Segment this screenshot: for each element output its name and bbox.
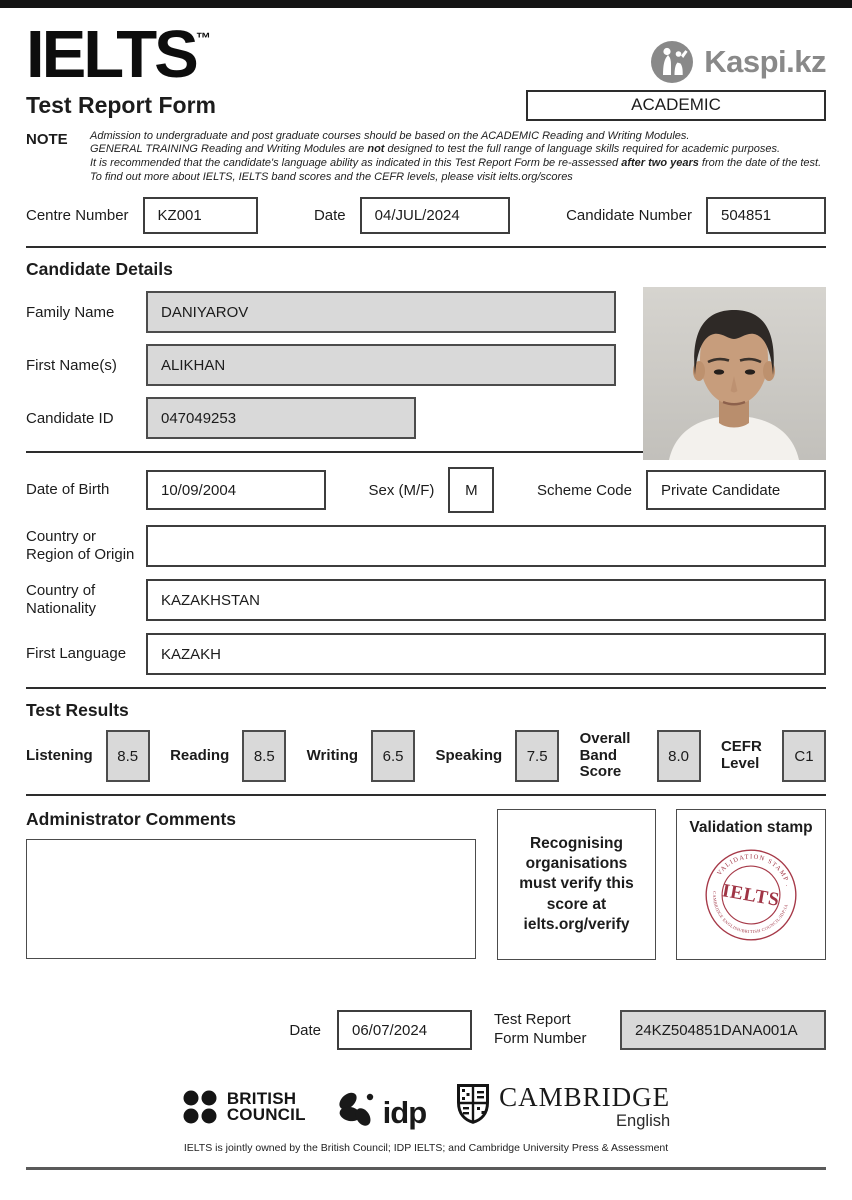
speaking-label: Speaking <box>435 746 503 764</box>
note-text <box>90 130 821 185</box>
note-line: It is recommended that the candidate's language ability as indicated in this Test Report Form be re-assessed after two years from the date of the test. <box>90 157 822 170</box>
bottom-divider <box>26 1167 826 1170</box>
scheme-code-value: Private Candidate <box>661 481 781 499</box>
title-row <box>26 90 826 121</box>
idp-logo <box>336 1088 427 1130</box>
section-divider <box>26 246 826 248</box>
nationality-field <box>26 579 826 621</box>
module-badge <box>526 90 826 121</box>
origin-label: Country or Region of Origin <box>26 528 135 564</box>
british-council-dots-icon <box>182 1089 218 1125</box>
test-date-field <box>314 197 510 234</box>
note-line: GENERAL TRAINING Reading and Writing Modules are not designed to test the full range of language skills required for academic purposes. <box>90 143 781 156</box>
cefr-level <box>721 730 826 782</box>
issue-date-value: 06/07/2024 <box>352 1021 428 1039</box>
candidate-details-section <box>26 259 826 439</box>
family-name-label: Family Name <box>26 303 115 321</box>
sex-label: Sex (M/F) <box>368 481 435 499</box>
overall-band-score-box <box>657 730 701 782</box>
ielts-logo-text: IELTS <box>26 17 196 92</box>
cefr-level-label: CEFR Level <box>720 738 762 773</box>
first-name-value: ALIKHAN <box>161 356 226 374</box>
kaspi-logo <box>650 40 826 84</box>
note-label: NOTE <box>26 130 68 148</box>
first-language-label: First Language <box>26 645 127 663</box>
speaking-score <box>435 730 559 782</box>
centre-number-label: Centre Number <box>26 207 129 225</box>
centre-number-value-box <box>143 197 258 234</box>
dob-sex-scheme-row <box>26 467 826 513</box>
form-number-label: Test Report Form Number <box>494 1011 587 1048</box>
reading-label: Reading <box>170 746 230 764</box>
date-of-birth-value-box <box>146 470 326 510</box>
writing-value: 6.5 <box>382 747 404 765</box>
verification-notice-text: Recognising organisations must verify this score at ielts.org/verify <box>519 835 634 933</box>
stamp-top-text: VALIDATION STAMP . <box>715 853 792 888</box>
listening-score-box <box>106 730 150 782</box>
test-date-value-box <box>360 197 510 234</box>
overall-band-value: 8.0 <box>668 747 689 765</box>
validation-stamp-icon <box>693 838 809 952</box>
centre-number-field <box>26 197 258 234</box>
first-language-value: KAZAKH <box>161 645 222 663</box>
test-results-section <box>26 700 826 782</box>
ownership-statement: IELTS is jointly owned by the British Council; IDP IELTS; and Cambridge University Press & Assessment <box>183 1142 669 1155</box>
administrator-comments-heading: Administrator Comments <box>26 809 237 830</box>
scheme-code-value-box <box>646 470 826 510</box>
test-results-heading: Test Results <box>26 700 129 721</box>
partner-logos <box>26 1083 826 1131</box>
sex-value-box <box>448 467 494 513</box>
reading-value: 8.5 <box>253 747 275 765</box>
candidate-photo <box>643 287 826 460</box>
form-number-value: 24KZ504851DANA001A <box>635 1021 798 1039</box>
origin-field <box>26 525 826 567</box>
first-language-value-box <box>146 633 826 675</box>
speaking-score-box <box>515 730 559 782</box>
kaspi-brand-text: Kaspi.kz <box>704 44 826 79</box>
issue-date-label: Date <box>289 1021 321 1039</box>
cambridge-line2: English <box>616 1112 671 1131</box>
page-content <box>0 17 852 1170</box>
overall-band-label: Overall Band Score <box>579 729 631 781</box>
british-council-text <box>227 1091 306 1123</box>
cambridge-logo <box>456 1083 670 1131</box>
note-line: To find out more about IELTS, IELTS band scores and the CEFR levels, please visit ielts.org/scores <box>90 171 573 184</box>
nationality-label: Country of Nationality <box>26 582 97 618</box>
speaking-value: 7.5 <box>526 747 548 765</box>
validation-stamp-box <box>676 809 826 960</box>
test-results-row <box>26 730 826 782</box>
cambridge-line1: CAMBRIDGE <box>499 1082 671 1113</box>
first-name-value-box <box>146 344 616 386</box>
writing-score <box>307 730 415 782</box>
ielts-logo <box>26 17 211 92</box>
personal-info-section <box>26 467 826 675</box>
idp-text: idp <box>382 1094 427 1130</box>
date-of-birth-field <box>26 470 326 510</box>
cambridge-text <box>499 1083 670 1131</box>
origin-value-box <box>146 525 826 567</box>
reading-score <box>170 730 286 782</box>
family-name-value-box <box>146 291 616 333</box>
centre-number-value: KZ001 <box>157 207 202 225</box>
issue-date-value-box <box>337 1010 472 1050</box>
family-name-value: DANIYAROV <box>161 303 249 321</box>
scheme-code-field <box>537 470 826 510</box>
candidate-id-value: 047049253 <box>161 409 237 427</box>
section-divider <box>26 794 826 796</box>
trademark-symbol: ™ <box>195 30 211 47</box>
british-council-line1: BRITISH <box>226 1089 297 1109</box>
nationality-value: KAZAKHSTAN <box>161 591 260 609</box>
test-date-label: Date <box>313 207 346 225</box>
british-council-line2: COUNCIL <box>226 1105 306 1125</box>
candidate-details-heading: Candidate Details <box>26 259 173 280</box>
administrator-comments-block <box>26 809 476 959</box>
test-date-value: 04/JUL/2024 <box>374 207 460 225</box>
header <box>26 17 826 92</box>
first-name-label: First Name(s) <box>26 356 117 374</box>
sex-value: M <box>465 481 478 499</box>
page-title: Test Report Form <box>26 91 216 118</box>
scheme-code-label: Scheme Code <box>536 481 632 499</box>
cefr-level-value: C1 <box>794 747 814 765</box>
top-border-bar <box>0 0 852 8</box>
section-divider <box>26 687 826 689</box>
reading-score-box <box>242 730 286 782</box>
candidate-number-field <box>566 197 826 234</box>
idp-petals-icon <box>336 1088 378 1126</box>
meta-row <box>26 197 826 234</box>
administrator-comments-box <box>26 839 476 959</box>
listening-label: Listening <box>26 746 93 764</box>
candidate-id-value-box <box>146 397 416 439</box>
cefr-level-box <box>782 730 826 782</box>
candidate-id-label: Candidate ID <box>26 409 114 427</box>
british-council-logo <box>182 1089 306 1125</box>
kaspi-icon <box>650 40 694 84</box>
listening-score <box>26 730 150 782</box>
first-language-field <box>26 633 826 675</box>
validation-stamp-heading: Validation stamp <box>689 819 813 837</box>
candidate-number-value-box <box>706 197 826 234</box>
sex-field <box>369 467 495 513</box>
nationality-value-box <box>146 579 826 621</box>
issue-row <box>26 1010 826 1050</box>
note-section <box>26 130 826 185</box>
cambridge-shield-icon <box>456 1083 490 1125</box>
stamp-bottom-text: CAMBRIDGE ENGLISH/BRITISH COUNCIL/IDP:IA <box>711 891 789 935</box>
listening-value: 8.5 <box>117 747 139 765</box>
form-number-value-box <box>620 1010 826 1050</box>
candidate-number-label: Candidate Number <box>566 207 692 225</box>
writing-label: Writing <box>306 746 359 764</box>
candidate-number-value: 504851 <box>720 207 772 225</box>
module-badge-label: ACADEMIC <box>631 95 721 115</box>
date-of-birth-value: 10/09/2004 <box>161 481 237 499</box>
note-line: Admission to undergraduate and post graduate courses should be based on the ACADEMIC Reading and Writing Modules. <box>90 129 690 142</box>
stamp-center-text: IELTS <box>720 880 782 912</box>
verification-notice-box <box>497 809 656 960</box>
administrator-section <box>26 809 826 960</box>
overall-band-score <box>580 730 701 782</box>
writing-score-box <box>371 730 415 782</box>
date-of-birth-label: Date of Birth <box>26 481 110 499</box>
